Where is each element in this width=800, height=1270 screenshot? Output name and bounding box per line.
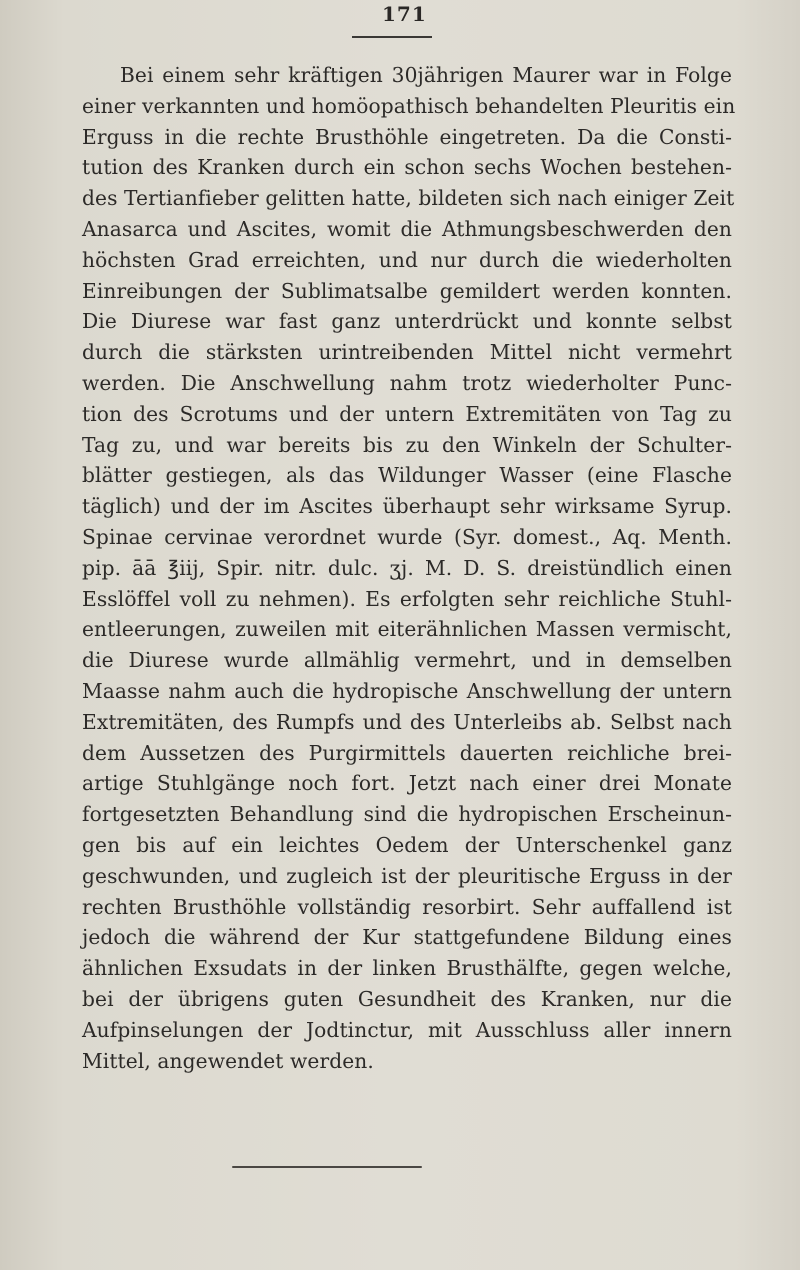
page-number: 171	[382, 2, 427, 26]
text-line: durch die stärksten urintreibenden Mittel nicht vermehrt	[82, 340, 732, 365]
text-line: Mittel, angewendet werden.	[82, 1048, 374, 1073]
text-line: einer verkannten und homöopathisch behandelten Pleuritis ein	[82, 93, 736, 118]
text-line: Anasarca und Ascites, womit die Athmungsbeschwerden den	[82, 216, 732, 241]
text-line: ähnlichen Exsudats in der linken Brusthälfte, gegen welche,	[82, 956, 732, 981]
text-line: jedoch die während der Kur stattgefundene Bildung eines	[82, 925, 732, 950]
text-line: tion des Scrotums und der untern Extremitäten von Tag zu	[82, 401, 732, 426]
text-line: Esslöffel voll zu nehmen). Es erfolgten sehr reichliche Stuhl-	[82, 586, 732, 611]
text-line: Erguss in die rechte Brusthöhle eingetreten. Da die Consti-	[82, 124, 732, 149]
body-paragraph	[82, 60, 736, 1076]
text-line: gen bis auf ein leichtes Oedem der Unterschenkel ganz	[82, 832, 732, 857]
text-line: Spinae cervinae verordnet wurde (Syr. domest., Aq. Menth.	[82, 524, 732, 549]
text-line: Maasse nahm auch die hydropische Anschwellung der untern	[82, 678, 732, 703]
text-line: bei der übrigens guten Gesundheit des Kranken, nur die	[82, 986, 732, 1011]
text-line: dem Aussetzen des Purgirmittels dauerten reichliche brei-	[82, 740, 732, 765]
text-line: die Diurese wurde allmählig vermehrt, und in demselben	[82, 648, 732, 673]
text-line: höchsten Grad erreichten, und nur durch die wiederholten	[82, 247, 732, 272]
text-line: Extremitäten, des Rumpfs und des Unterleibs ab. Selbst nach	[82, 709, 732, 734]
bottom-rule	[232, 1166, 422, 1168]
text-line: des Tertianfieber gelitten hatte, bildeten sich nach einiger Zeit	[82, 186, 735, 211]
text-line: Bei einem sehr kräftigen 30jährigen Maurer war in Folge	[120, 63, 732, 87]
text-line: fortgesetzten Behandlung sind die hydropischen Erscheinun-	[82, 802, 732, 827]
text-line: Die Diurese war fast ganz unterdrückt und konnte selbst	[82, 309, 732, 334]
text-line: rechten Brusthöhle vollständig resorbirt. Sehr auffallend ist	[82, 894, 732, 919]
text-line: Aufpinselungen der Jodtinctur, mit Ausschluss aller innern	[82, 1017, 732, 1042]
text-line: artige Stuhlgänge noch fort. Jetzt nach einer drei Monate	[82, 771, 732, 796]
text-line: werden. Die Anschwellung nahm trotz wiederholter Punc-	[82, 370, 732, 395]
text-line: pip. āā ℥iij, Spir. nitr. dulc. ʒj. M. D. S. dreistündlich einen	[82, 555, 732, 580]
text-line: täglich) und der im Ascites überhaupt sehr wirksame Syrup.	[82, 494, 732, 519]
text-line: Tag zu, und war bereits bis zu den Winkeln der Schulter-	[82, 432, 732, 457]
header-rule	[352, 36, 432, 38]
text-line: tution des Kranken durch ein schon sechs Wochen bestehen-	[82, 155, 732, 180]
text-line: entleerungen, zuweilen mit eiterähnlichen Massen vermischt,	[82, 617, 732, 642]
text-line: Einreibungen der Sublimatsalbe gemildert werden konnten.	[82, 278, 732, 303]
text-line: geschwunden, und zugleich ist der pleuritische Erguss in der	[82, 863, 732, 888]
text-line: blätter gestiegen, als das Wildunger Wasser (eine Flasche	[82, 463, 732, 488]
